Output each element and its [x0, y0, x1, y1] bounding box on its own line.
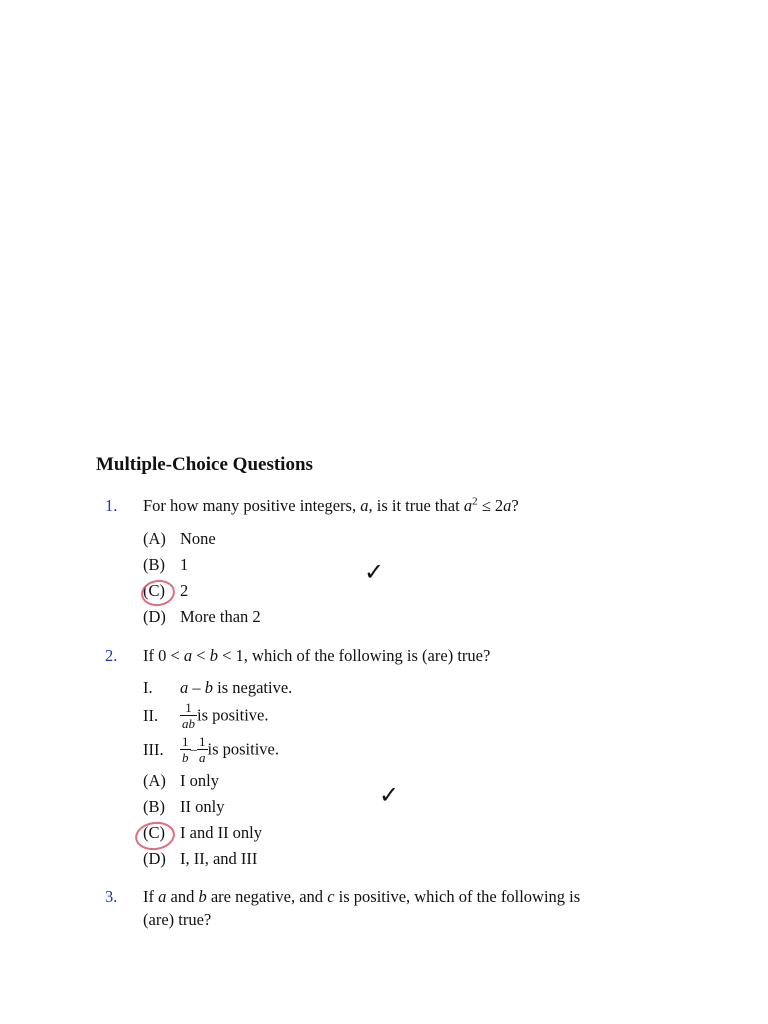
stmt-rest: is positive. — [207, 739, 280, 759]
q1-exponent: 2 — [472, 495, 478, 508]
q2-statement-2 — [143, 700, 269, 731]
stmt-rest: is negative. — [213, 678, 293, 697]
stmt-op: – — [188, 678, 205, 697]
stmt-var: b — [204, 678, 213, 697]
q2-text-end: < 1, which of the following is (are) true? — [217, 646, 491, 665]
q1-text-part: , is it true that — [368, 496, 464, 515]
question-3-text — [143, 887, 580, 907]
fraction-denominator: a — [199, 750, 206, 765]
option-text: I, II, and III — [180, 849, 258, 868]
question-1-text — [143, 496, 519, 516]
option-letter: (D) — [143, 607, 166, 626]
fraction — [197, 734, 208, 765]
q1-var-a: a — [360, 496, 369, 515]
option-letter: (B) — [143, 797, 165, 816]
section-heading: Multiple-Choice Questions — [96, 454, 313, 475]
q1-option-a — [143, 529, 216, 549]
fraction-numerator: 1 — [199, 734, 206, 749]
q2-text-part: If 0 < — [143, 646, 184, 665]
minus-sign: – — [190, 741, 197, 757]
option-text: II only — [180, 797, 225, 816]
q3-var-a: a — [158, 887, 167, 906]
q2-text-part: < — [192, 646, 210, 665]
option-text: More than 2 — [180, 607, 261, 626]
option-letter: (A) — [143, 529, 166, 548]
q1-expr-rest: ≤ 2 — [477, 496, 504, 515]
q2-var-a: a — [183, 646, 193, 665]
q3-var-b: b — [198, 887, 207, 906]
checkmark-icon: ✓ — [364, 558, 385, 586]
q3-text-part: and — [166, 887, 199, 906]
q2-statement-1 — [143, 678, 292, 698]
checkmark-icon: ✓ — [379, 781, 400, 809]
q2-var-b: b — [209, 646, 218, 665]
q2-option-a — [143, 771, 219, 791]
fraction-denominator: ab — [182, 716, 195, 731]
q1-text-end: ? — [511, 496, 519, 515]
fraction-denominator: b — [182, 750, 189, 765]
option-letter: (C) — [143, 823, 165, 842]
roman-numeral: III. — [143, 739, 164, 759]
option-text: 1 — [180, 555, 189, 574]
fraction-numerator: 1 — [182, 734, 189, 749]
option-text: None — [180, 529, 216, 548]
roman-numeral: II. — [143, 705, 159, 725]
option-letter: (B) — [143, 555, 165, 574]
q1-option-b — [143, 555, 188, 575]
q3-var-c: c — [327, 887, 335, 906]
q3-text-end: is positive, which of the following is — [334, 887, 581, 906]
fraction — [180, 700, 197, 731]
option-letter: (D) — [143, 849, 166, 868]
question-2-number: 2. — [105, 646, 118, 665]
q3-text-part: are negative, and — [206, 887, 328, 906]
question-3-text-line2: (are) true? — [143, 910, 212, 929]
q1-expr-a2: a — [503, 496, 512, 515]
stmt-var: a — [180, 678, 189, 697]
question-1-number: 1. — [105, 496, 118, 515]
q3-text-part: If — [143, 887, 159, 906]
q2-option-d — [143, 849, 257, 869]
q1-text-part: For how many positive integers, — [143, 496, 361, 515]
question-2-text — [143, 646, 490, 666]
option-letter: (C) — [143, 581, 165, 600]
stmt-rest: is positive. — [197, 705, 269, 725]
q2-statement-3 — [143, 734, 279, 765]
q1-expr-a: a — [463, 496, 473, 515]
q1-option-d — [143, 607, 261, 627]
option-text: I and II only — [180, 823, 263, 842]
fraction — [180, 734, 191, 765]
option-text: I only — [180, 771, 219, 790]
question-3-number: 3. — [105, 887, 118, 906]
roman-numeral: I. — [143, 678, 153, 697]
option-text: 2 — [180, 581, 189, 600]
option-letter: (A) — [143, 771, 166, 790]
fraction-numerator: 1 — [180, 700, 197, 716]
q2-option-b — [143, 797, 224, 817]
